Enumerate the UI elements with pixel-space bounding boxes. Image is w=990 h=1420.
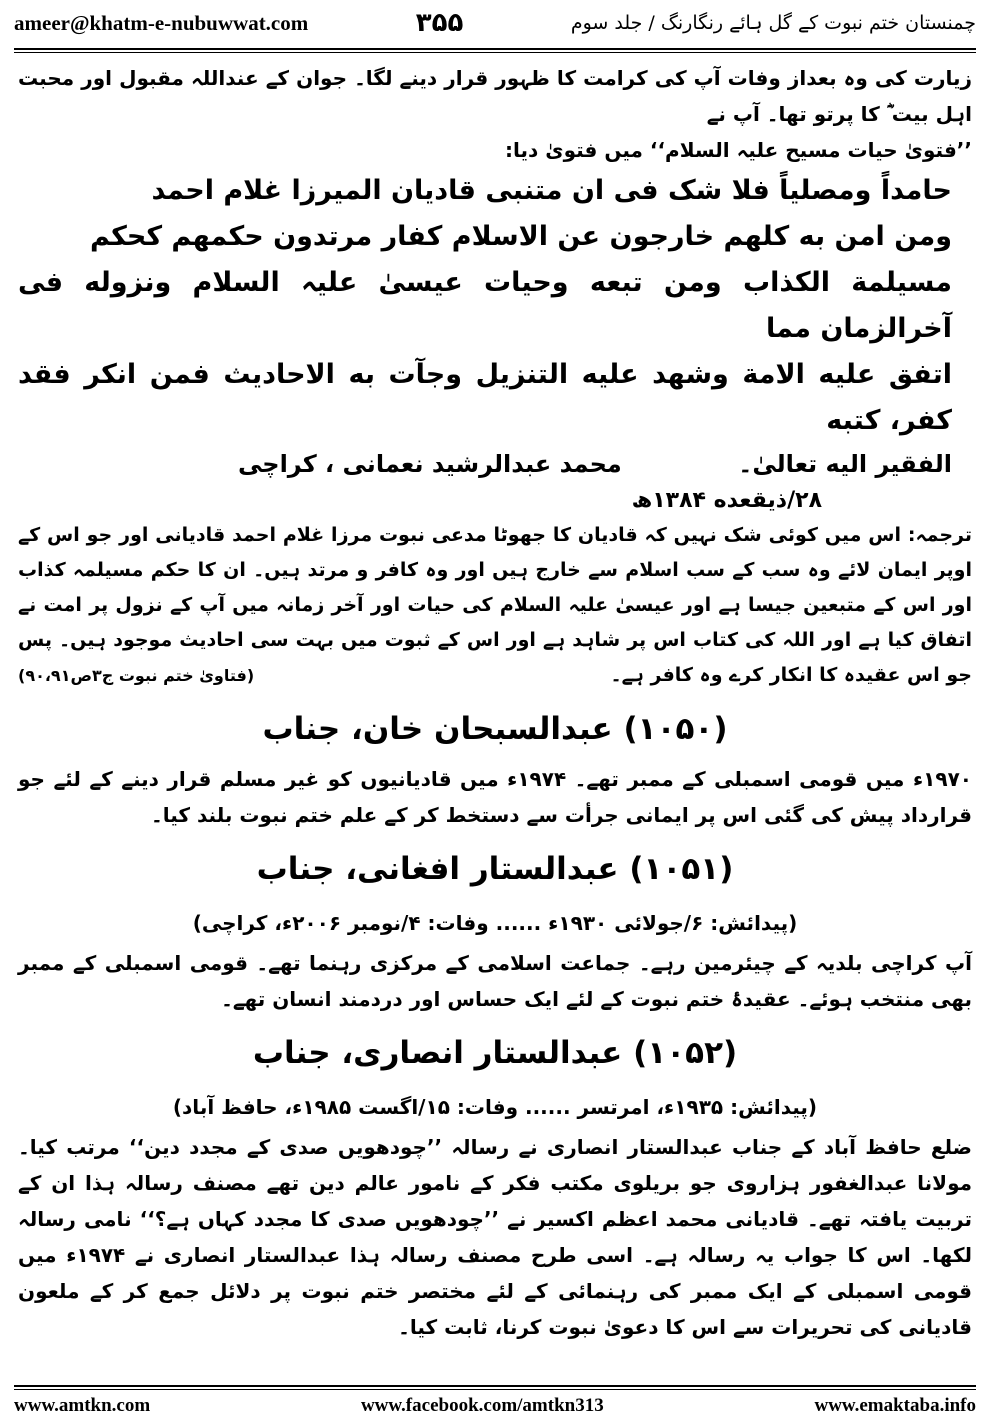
footer-link-emaktaba[interactable]: www.emaktaba.info xyxy=(814,1395,976,1416)
fatwa-sign-right: الفقیر الیه تعالیٰ۔ xyxy=(738,450,952,478)
section-dates: (پیدائش: ۱۹۳۵ء، امرتسر ...... وفات: ۱۵/اگست ۱۹۸۵ء، حافظ آباد) xyxy=(172,1095,818,1119)
footer-rule xyxy=(14,1385,976,1387)
footer-link-website[interactable]: www.amtkn.com xyxy=(14,1395,151,1416)
footer-rule-thin xyxy=(14,1389,976,1390)
section-dates: (پیدائش: ۶/جولائی ۱۹۳۰ء ...... وفات: ۴/نومبر ۲۰۰۶ء، کراچی) xyxy=(192,911,798,935)
fatwa-sign-left: محمد عبدالرشید نعمانی ، کراچی xyxy=(238,450,622,478)
book-title: چمنستان ختم نبوت کے گل ہائے رنگارنگ / جلد سوم xyxy=(570,12,976,34)
section-1052 xyxy=(18,1021,972,1345)
translation-citation: (فتاویٰ ختم نبوت ج۳ص۹۰،۹۱) xyxy=(18,666,255,685)
section-heading: (۱۰۵۰) عبدالسبحان خان، جناب xyxy=(262,711,728,747)
header-rule xyxy=(14,48,976,50)
section-body: ضلع حافظ آباد کے جناب عبدالستار انصاری نے رسالہ ’’چودھویں صدی کے مجدد دین‘‘ مرتب کیا۔ مولانا عبدالغفور ہزاروی جو بریلوی مکتب فکر کے نامور عالم دین تھے مصنف رسالہ ہذا ان کے تربیت یافتہ تھے۔ قادیانی محمد اعظم اکسیر نے ’’چودھویں صدی کا مجدد کہاں ہے؟‘‘ نامی رسالہ لکھا۔ اس کا جواب یہ رسالہ ہے۔ اسی طرح مصنف رسالہ ہذا عبدالستار انصاری نے ۱۹۷۴ء میں قومی اسمبلی کے ایک ممبر کی رہنمائی کے لئے مختصر ختم نبوت پر دلائل جمع کر کے ملعون قادیانی کی تحریرات سے اس کا دعویٰ نبوت کرنا، ثابت کیا۔ xyxy=(18,1135,973,1339)
section-body: آپ کراچی بلدیہ کے چیئرمین رہے۔ جماعت اسلامی کے مرکزی رہنما تھے۔ قومی اسمبلی کے ممبر بھی منتخب ہوئے۔ عقیدۂ ختم نبوت کے لئے ایک حساس اور دردمند انسان تھے۔ xyxy=(18,951,972,1011)
page-header xyxy=(14,0,976,46)
intro-line-2: ’’فتویٰ حیات مسیح علیہ السلام‘‘ میں فتویٰ دیا: xyxy=(505,138,972,162)
section-heading: (۱۰۵۲) عبدالستار انصاری، جناب xyxy=(252,1035,738,1071)
page-body xyxy=(18,60,972,1345)
section-1050 xyxy=(18,697,972,833)
fatwa-signature xyxy=(18,444,972,484)
fatwa-line: ومن امن به کلهم خارجون عن الاسلام کفار مرتدون حکمهم کحکم xyxy=(90,221,952,252)
fatwa-line: حامداً ومصلیاً فلا شک فی ان متنبی قادیان المیرزا غلام احمد xyxy=(151,175,952,206)
intro-line-1: زیارت کی وہ بعداز وفات آپ کی کرامت کا ظہور قرار دینے لگا۔ جوان کے عنداللہ مقبول اور محبت اہل بیت ؓ کا پرتو تھا۔ آپ نے xyxy=(18,66,972,126)
header-rule-thin xyxy=(14,52,976,53)
section-1051 xyxy=(18,837,972,1017)
section-body: ۱۹۷۰ء میں قومی اسمبلی کے ممبر تھے۔ ۱۹۷۴ء میں قادیانیوں کو غیر مسلم قرار دینے کے لئے جو قرارداد پیش کی گئی اس پر ایمانی جرأت سے دستخط کر کے علم ختم نبوت بلند کیا۔ xyxy=(18,767,972,827)
header-email[interactable]: ameer@khatm-e-nubuwwat.com xyxy=(14,10,309,35)
footer-link-facebook[interactable]: www.facebook.com/amtkn313 xyxy=(360,1395,604,1416)
fatwa-line: اتفق علیه الامة وشهد علیه التنزیل وجآت به الاحادیث فمن انکر فقد کفر، کتبه xyxy=(18,359,952,436)
fatwa-block xyxy=(18,168,972,518)
fatwa-date: ۲۸/ذیقعده ۱۳۸۴ھ xyxy=(631,488,822,513)
section-heading: (۱۰۵۱) عبدالستار افغانی، جناب xyxy=(256,851,734,887)
page-number: ۳۵۵ xyxy=(415,8,464,38)
fatwa-line: مسیلمة الکذاب ومن تبعه وحیات عیسیٰ علیہ السلام ونزوله فی آخرالزمان مما xyxy=(18,267,952,344)
page-footer xyxy=(14,1392,976,1420)
translation-paragraph xyxy=(18,518,972,693)
translation-text: ترجمہ: اس میں کوئی شک نہیں کہ قادیان کا جھوٹا مدعی نبوت مرزا غلام احمد قادیانی اور جو اس کے اوپر ایمان لائے وہ سب کے سب اسلام سے خارج ہیں اور وہ کافر و مرتد ہیں۔ ان کا حکم مسیلمہ کذاب اور اس کے متبعین جیسا ہے اور عیسیٰ علیہ السلام کی حیات اور آخر زمانہ میں آپ کے نزول پر امت نے اتفاق کیا ہے اور اللہ کی کتاب اس پر شاہد ہے اور اس کے ثبوت میں بہت سی احادیث موجود ہیں۔ پس جو اس عقیدہ کا انکار کرے وہ کافر ہے۔ xyxy=(18,524,972,686)
